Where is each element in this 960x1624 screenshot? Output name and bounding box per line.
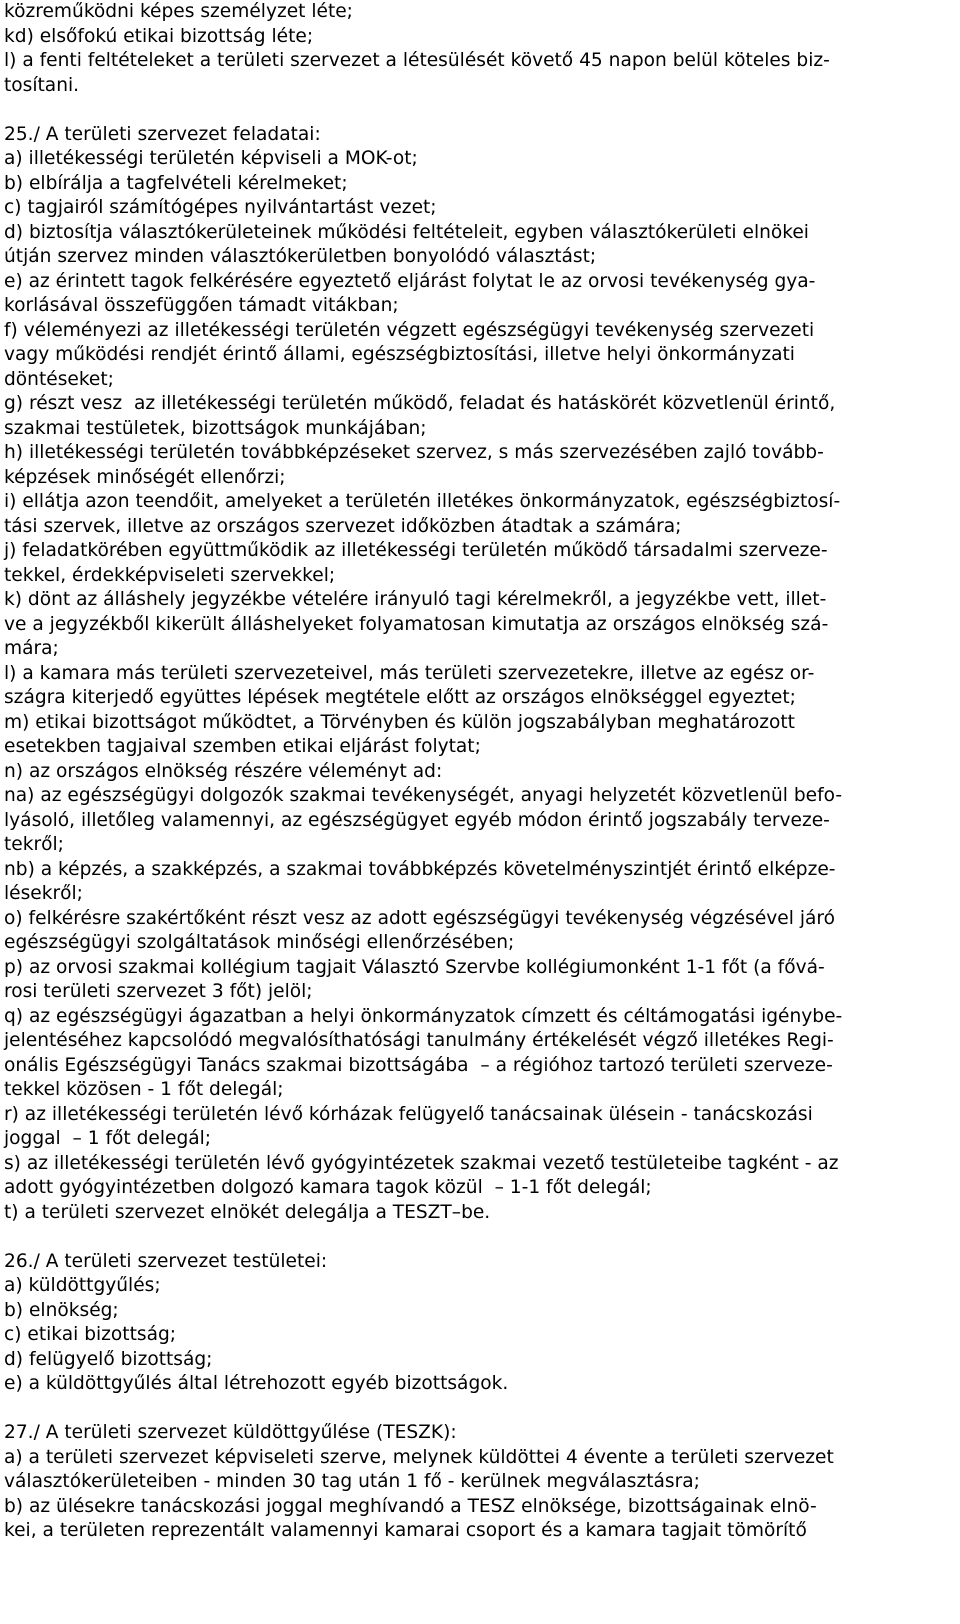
text-line: d) biztosítja választókerületeinek működési feltételeit, egyben választókerületi elnökei [4,221,809,243]
text-line: t) a területi szervezet elnökét delegálja a TESZT–be. [4,1201,491,1223]
text-line: jelentéséhez kapcsolódó megvalósíthatósági tanulmány értékelését végző illetékes Regi- [4,1030,834,1051]
text-line: n) az országos elnökség részére véleményt ad: [4,760,443,782]
text-line: képzések minőségét ellenőrzi; [4,466,286,488]
paragraph-gap [4,1397,934,1422]
document-page [4,0,934,1544]
text-line: f) véleményezi az illetékességi területén végzett egészségügyi tevékenység szervezeti [4,319,815,341]
text-line: adott gyógyintézetben dolgozó kamara tagok közül – 1-1 főt delegál; [4,1177,652,1198]
text-line: korlásával összefüggően támadt vitákban; [4,295,399,316]
text-line: kei, a területen reprezentált valamennyi kamarai csoport és a kamara tagjait tömörítő [4,1520,807,1541]
text-line: tekről; [4,834,64,855]
text-line: b) elbírálja a tagfelvételi kérelmeket; [4,172,348,194]
text-line: c) tagjairól számítógépes nyilvántartást vezet; [4,197,437,218]
text-line: kd) elsőfokú etikai bizottság léte; [4,25,314,47]
text-line: 25./ A területi szervezet feladatai: [4,123,321,145]
text-line: onális Egészségügyi Tanács szakmai bizottságába – a régióhoz tartozó területi szerveze- [4,1054,833,1076]
text-line: a) illetékességi területén képviseli a MOK-ot; [4,148,418,169]
text-line: nb) a képzés, a szakképzés, a szakmai továbbképzés követelményszintjét érintő elképze- [4,858,836,880]
text-line: döntéseket; [4,368,114,390]
text-line: szágra kiterjedő együttes lépések megtétele előtt az országos elnökséggel egyeztet; [4,687,796,708]
text-line: l) a fenti feltételeket a területi szervezet a létesülését követő 45 napon belül köteles biz- [4,50,830,71]
section-24-tail [4,0,934,98]
text-line: d) felügyelő bizottság; [4,1348,213,1370]
text-line: r) az illetékességi területén lévő kórházak felügyelő tanácsainak ülésein - tanácskozási [4,1103,813,1125]
text-line: e) az érintett tagok felkérésére egyeztető eljárást folytat le az orvosi tevékenység gya- [4,270,816,292]
section-25 [4,123,934,1226]
text-line: tosítani. [4,74,80,96]
text-line: o) felkérésre szakértőként részt vesz az adott egészségügyi tevékenység végzésével járó [4,907,835,929]
text-line: útján szervez minden választókerületben bonyolódó választást; [4,246,597,267]
section-26 [4,1250,934,1397]
text-line: l) a kamara más területi szervezeteivel, más területi szervezetekre, illetve az egész or- [4,662,815,684]
text-line: tekkel, érdekképviseleti szervekkel; [4,564,336,586]
text-line: lyásoló, illetőleg valamennyi, az egészségügyet egyéb módon érintő jogszabály terveze- [4,809,830,831]
text-line: egészségügyi szolgáltatások minőségi ellenőrzésében; [4,932,515,953]
text-line: s) az illetékességi területén lévő gyógyintézetek szakmai vezető testületeibe tagként - az [4,1152,839,1174]
text-line: b) elnökség; [4,1299,119,1321]
text-line: ve a jegyzékből kikerült álláshelyeket folyamatosan kimutatja az országos elnökség szá- [4,613,829,635]
text-line: lésekről; [4,883,83,904]
text-line: na) az egészségügyi dolgozók szakmai tevékenységét, anyagi helyzetét közvetlenül befo- [4,785,843,806]
text-line: 27./ A területi szervezet küldöttgyűlése (TESZK): [4,1422,457,1443]
text-line: joggal – 1 főt delegál; [4,1128,212,1149]
text-line: vagy működési rendjét érintő állami, egészségbiztosítási, illetve helyi önkormányzati [4,344,795,365]
text-line: b) az ülésekre tanácskozási joggal meghívandó a TESZ elnöksége, bizottságainak elnö- [4,1495,817,1517]
text-line: j) feladatkörében együttműködik az illetékességi területén működő társadalmi szerveze- [4,540,828,561]
text-line: a) a területi szervezet képviseleti szerve, melynek küldöttei 4 évente a területi szervezet [4,1446,834,1468]
paragraph-gap [4,98,934,123]
text-line: a) küldöttgyűlés; [4,1275,161,1296]
text-line: tekkel közösen - 1 főt delegál; [4,1079,284,1100]
section-27 [4,1421,934,1544]
text-line: p) az orvosi szakmai kollégium tagjait Választó Szervbe kollégiumonként 1-1 főt (a fővá- [4,956,825,978]
text-line: 26./ A területi szervezet testületei: [4,1250,328,1272]
text-line: g) részt vesz az illetékességi területén működő, feladat és hatáskörét közvetlenül érintő, [4,393,836,414]
text-line: k) dönt az álláshely jegyzékbe vételére irányuló tagi kérelmekről, a jegyzékbe vett, illet- [4,589,827,610]
text-line: esetekben tagjaival szemben etikai eljárást folytat; [4,736,481,757]
text-line: választókerületeiben - minden 30 tag után 1 fő - kerülnek megválasztásra; [4,1471,700,1492]
text-line: i) ellátja azon teendőit, amelyeket a területén illetékes önkormányzatok, egészségbiztosí- [4,491,841,512]
text-line: q) az egészségügyi ágazatban a helyi önkormányzatok címzett és céltámogatási igénybe- [4,1005,843,1027]
text-line: mára; [4,638,59,659]
text-line: h) illetékességi területén továbbképzéseket szervez, s más szervezésében zajló tovább- [4,442,824,463]
text-line: tási szervek, illetve az országos szervezet időközben átadtak a számára; [4,515,682,537]
text-line: közreműködni képes személyzet léte; [4,1,353,22]
paragraph-gap [4,1225,934,1250]
text-line: c) etikai bizottság; [4,1324,177,1345]
text-line: rosi területi szervezet 3 főt) jelöl; [4,981,313,1002]
text-line: m) etikai bizottságot működtet, a Törvényben és külön jogszabályban meghatározott [4,711,795,733]
text-line: e) a küldöttgyűlés által létrehozott egyéb bizottságok. [4,1373,509,1394]
text-line: szakmai testületek, bizottságok munkájában; [4,417,427,439]
